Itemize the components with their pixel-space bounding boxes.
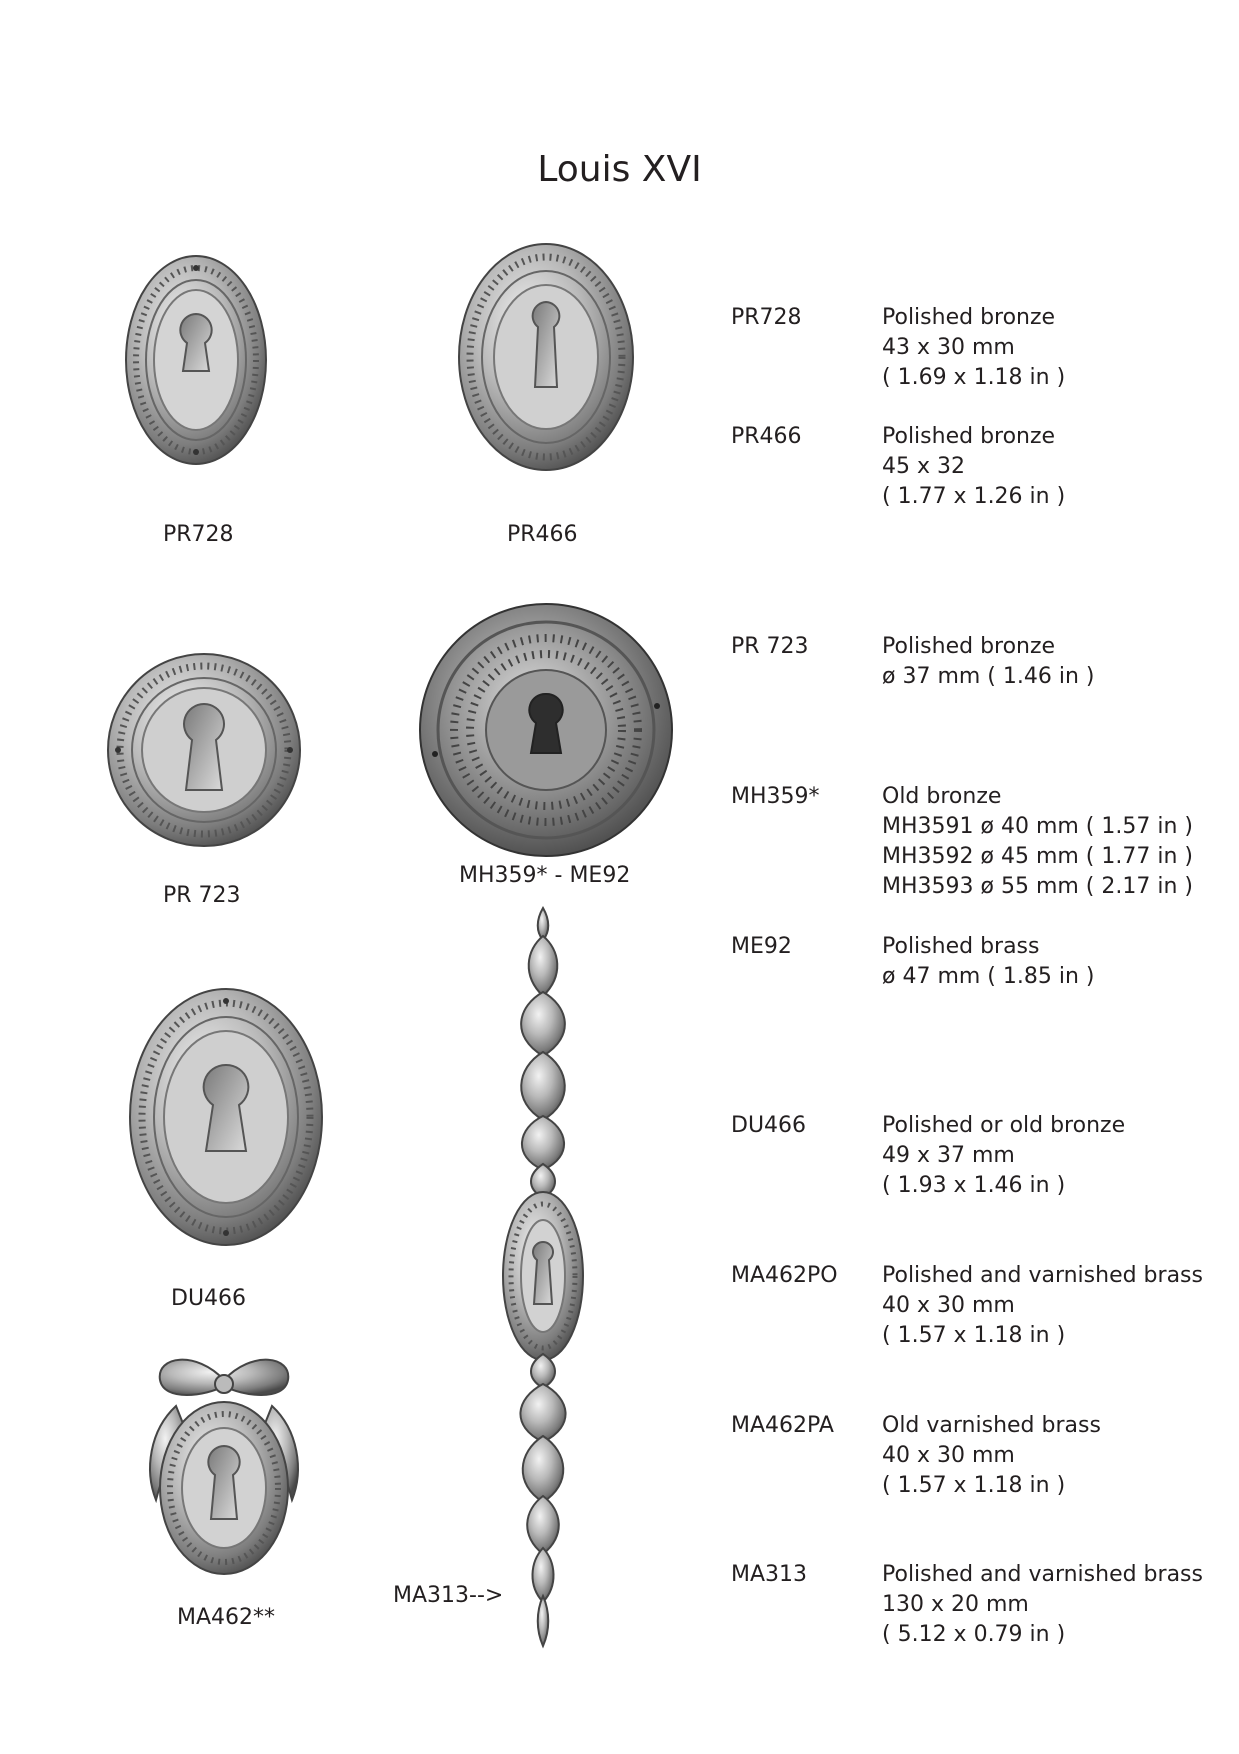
spec-code: PR728 <box>731 305 802 330</box>
spec-line: ø 47 mm ( 1.85 in ) <box>882 964 1095 989</box>
du466-escutcheon-image <box>128 987 324 1247</box>
spec-line: MH3591 ø 40 mm ( 1.57 in ) <box>882 814 1193 839</box>
spec-code: ME92 <box>731 934 792 959</box>
spec-line: Polished and varnished brass <box>882 1263 1203 1288</box>
spec-line: Old bronze <box>882 784 1002 809</box>
caption-mh359-me92: MH359* - ME92 <box>459 863 631 888</box>
pr723-escutcheon-image <box>104 652 304 848</box>
spec-details <box>882 632 1094 692</box>
spec-line: ( 1.69 x 1.18 in ) <box>882 365 1066 390</box>
spec-line: Polished brass <box>882 934 1040 959</box>
spec-line: MH3593 ø 55 mm ( 2.17 in ) <box>882 874 1193 899</box>
spec-line: ø 37 mm ( 1.46 in ) <box>882 664 1095 689</box>
ma313-escutcheon-image <box>488 906 598 1648</box>
spec-details <box>882 782 1193 902</box>
spec-line: Polished bronze <box>882 424 1056 449</box>
page-title: Louis XVI <box>537 149 702 190</box>
caption-ma462: MA462** <box>177 1605 276 1630</box>
spec-details <box>882 932 1094 992</box>
spec-line: ( 1.93 x 1.46 in ) <box>882 1173 1066 1198</box>
spec-details <box>882 422 1065 512</box>
spec-line: Old varnished brass <box>882 1413 1101 1438</box>
ma462-escutcheon-image <box>136 1350 312 1580</box>
spec-details <box>882 303 1065 393</box>
caption-pr466: PR466 <box>507 522 578 547</box>
spec-details <box>882 1411 1101 1501</box>
spec-details <box>882 1111 1125 1201</box>
spec-code: MA313 <box>731 1562 808 1587</box>
spec-details <box>882 1560 1203 1650</box>
spec-line: 49 x 37 mm <box>882 1143 1015 1168</box>
caption-pr728: PR728 <box>163 522 234 547</box>
spec-line: MH3592 ø 45 mm ( 1.77 in ) <box>882 844 1193 869</box>
caption-du466: DU466 <box>171 1286 247 1311</box>
spec-line: 130 x 20 mm <box>882 1592 1029 1617</box>
spec-line: ( 1.57 x 1.18 in ) <box>882 1323 1066 1348</box>
spec-details <box>882 1261 1203 1351</box>
spec-line: 40 x 30 mm <box>882 1443 1015 1468</box>
mh359-me92-escutcheon-image <box>417 602 675 858</box>
spec-line: Polished or old bronze <box>882 1113 1126 1138</box>
caption-ma313: MA313--> <box>393 1583 504 1608</box>
spec-code: DU466 <box>731 1113 807 1138</box>
spec-line: ( 1.77 x 1.26 in ) <box>882 484 1066 509</box>
spec-code: PR 723 <box>731 634 809 659</box>
spec-code: MA462PA <box>731 1413 834 1438</box>
spec-line: ( 1.57 x 1.18 in ) <box>882 1473 1066 1498</box>
spec-code: MH359* <box>731 784 820 809</box>
spec-line: Polished bronze <box>882 634 1056 659</box>
spec-line: Polished and varnished brass <box>882 1562 1203 1587</box>
pr728-escutcheon-image <box>124 254 268 466</box>
spec-line: ( 5.12 x 0.79 in ) <box>882 1622 1066 1647</box>
spec-line: Polished bronze <box>882 305 1056 330</box>
spec-line: 45 x 32 <box>882 454 965 479</box>
spec-line: 43 x 30 mm <box>882 335 1015 360</box>
spec-code: MA462PO <box>731 1263 838 1288</box>
caption-pr723: PR 723 <box>163 883 241 908</box>
pr466-escutcheon-image <box>457 242 635 472</box>
spec-line: 40 x 30 mm <box>882 1293 1015 1318</box>
spec-code: PR466 <box>731 424 802 449</box>
